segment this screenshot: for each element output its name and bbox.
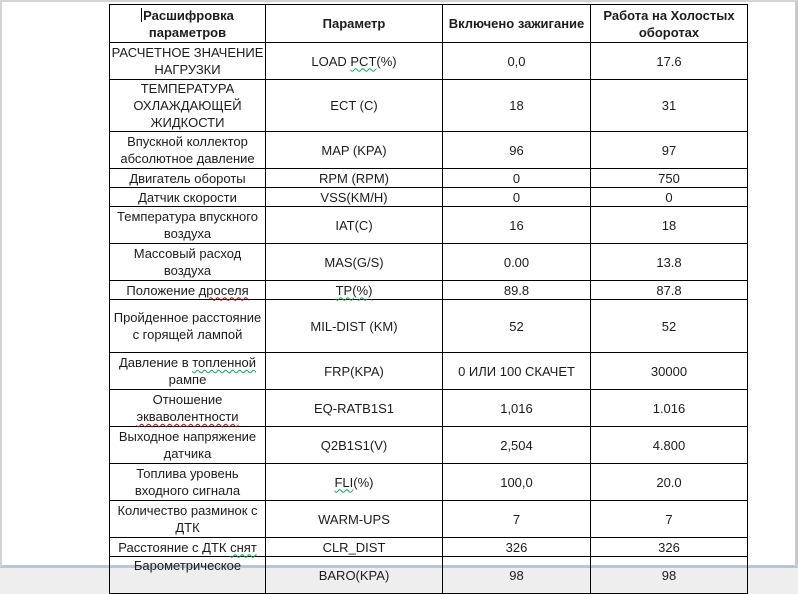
idle-value-cell[interactable] [591,132,748,169]
cell-text: MAS(G/S) [324,254,384,270]
param-code-cell[interactable] [266,281,443,300]
cell-text: 4.800 [652,437,686,453]
cell-text: 750 [658,170,680,186]
cell-text: Расстояние с ДТК [118,539,231,555]
cell-text: рампе [168,372,207,387]
param-code-cell[interactable] [266,557,443,594]
cell-text: 100,0 [500,474,533,490]
ignition-on-value-cell[interactable] [443,557,591,594]
header-param-description[interactable] [110,5,266,43]
ignition-on-value-cell[interactable] [443,464,591,501]
table-row [110,244,748,281]
param-code-cell[interactable] [266,390,443,427]
cell-text: (%) [376,53,397,69]
param-code-cell[interactable] [266,427,443,464]
idle-value-cell[interactable] [591,501,748,538]
cell-text: CLR_DIST [322,539,386,555]
cell-text: топленной [192,355,256,370]
table-row [110,464,748,501]
cell-text: Q2B1S1(V) [320,437,388,453]
param-description-cell[interactable] [110,464,266,501]
idle-value-cell[interactable] [591,538,748,557]
ignition-on-value-cell[interactable] [443,353,591,390]
cell-text: РАСЧЕТНОЕ ЗНАЧЕНИЕ НАГРУЗКИ [111,45,264,77]
header-param-code[interactable] [266,5,443,43]
ignition-on-value-cell[interactable] [443,538,591,557]
cell-text: MIL-DIST (KM) [310,318,398,334]
param-description-cell[interactable] [110,169,266,188]
param-code-cell[interactable] [266,353,443,390]
cell-text: Топлива уровень входного сигнала [134,466,241,498]
idle-value-cell[interactable] [591,353,748,390]
param-code-cell[interactable] [266,169,443,188]
cell-text: 0 [665,189,673,205]
ignition-on-value-cell[interactable] [443,188,591,207]
param-description-cell[interactable] [110,207,266,244]
param-description-cell[interactable] [110,132,266,169]
table-row [110,132,748,169]
cell-text: 2,504 [500,437,533,453]
cell-text: Массовый расход воздуха [133,246,242,278]
ignition-on-value-cell[interactable] [443,169,591,188]
cell-text: 326 [505,539,528,555]
text-caret [141,8,142,22]
cell-text: 31 [661,98,677,113]
cell-text: RPM (RPM) [318,170,390,186]
header-idle[interactable] [591,5,748,43]
table-row [110,281,748,300]
cell-text: 98 [509,567,524,583]
cell-text: ECT (C) [330,98,378,113]
param-description-cell[interactable] [110,538,266,557]
cell-text: 1,016 [500,400,533,416]
idle-value-cell[interactable] [591,43,748,80]
cell-text: IAT(C) [335,217,373,233]
cell-text: FRP(KPA) [324,363,384,379]
cell-text: 52 [509,318,524,334]
cell-text: 7 [512,511,521,527]
table-header-row [110,5,748,43]
cell-text: дроселя [198,282,249,298]
cell-text: Впускной коллектор абсолютное давление [120,134,255,166]
ignition-on-value-cell[interactable] [443,300,591,353]
param-code-cell[interactable] [266,501,443,538]
param-description-cell[interactable] [110,188,266,207]
idle-value-cell[interactable] [591,281,748,300]
cell-text: (%) [353,474,374,490]
cell-text: 13.8 [656,254,682,270]
ignition-on-value-cell[interactable] [443,132,591,169]
cell-text: 96 [509,142,524,158]
param-code-cell[interactable] [266,300,443,353]
cell-text: VSS(KM/H) [320,189,388,205]
cell-text: 1.016 [652,400,686,416]
param-description-cell[interactable] [110,557,266,594]
table-row [110,390,748,427]
param-description-cell[interactable] [110,43,266,80]
table-row [110,188,748,207]
idle-value-cell[interactable] [591,80,748,132]
cell-text: LOAD [311,53,351,69]
cell-text: 0.00 [503,254,530,270]
idle-value-cell[interactable] [591,207,748,244]
idle-value-cell[interactable] [591,188,748,207]
table-row [110,557,748,594]
table-row [110,169,748,188]
table-row [110,300,748,353]
cell-text: EQ-RATB1S1 [314,400,394,416]
cell-text: 0,0 [507,53,526,69]
table-row [110,501,748,538]
idle-value-cell[interactable] [591,390,748,427]
param-code-cell[interactable] [266,80,443,132]
cell-text: экваволентности [136,409,239,424]
cell-text: 0 [512,189,521,205]
cell-text: Пройденное расстояние с горящей лампой [113,310,262,342]
cell-text: 18 [509,98,524,113]
header-text: Параметр [322,16,386,31]
ignition-on-value-cell[interactable] [443,501,591,538]
cell-text: Датчик скорости [138,189,237,205]
table-row [110,353,748,390]
param-description-cell[interactable] [110,353,266,390]
ignition-on-value-cell[interactable] [443,427,591,464]
param-description-cell[interactable] [110,501,266,538]
param-code-cell[interactable] [266,464,443,501]
param-description-cell[interactable] [110,300,266,353]
cell-text: 16 [509,217,524,233]
cell-text: Давление в [118,355,193,370]
cell-text: Двигатель обороты [129,170,246,186]
cell-text: Температура впускного воздуха [117,209,258,241]
cell-text: Положение [126,282,199,298]
param-description-cell[interactable] [110,80,266,132]
header-text: Включено зажигание [448,16,585,31]
cell-text: 17.6 [656,53,682,69]
parameters-table [109,4,748,594]
cell-text: Количество разминок с ДТК [117,503,258,535]
cell-text: 30000 [650,363,688,379]
cell-text: 89.8 [503,282,530,298]
cell-text: Барометрическое [133,558,242,573]
table-row [110,427,748,464]
cell-text: WARM-UPS [318,511,390,527]
cell-text: TP(%) [335,282,373,298]
cell-text: Отношение [152,392,223,407]
idle-value-cell[interactable] [591,464,748,501]
cell-text: 18 [661,217,677,233]
table-row [110,80,748,132]
idle-value-cell[interactable] [591,557,748,594]
param-description-cell[interactable] [110,244,266,281]
cell-text: Выходное напряжение датчика [118,429,257,461]
cell-text: MAP (KPA) [321,142,387,158]
cell-text: PCT [350,53,377,69]
header-text: Расшифровка параметров [143,7,234,40]
ignition-on-value-cell[interactable] [443,43,591,80]
ignition-on-value-cell[interactable] [443,244,591,281]
param-code-cell[interactable] [266,132,443,169]
table-row [110,538,748,557]
idle-value-cell[interactable] [591,169,748,188]
table-row [110,43,748,80]
param-code-cell[interactable] [266,207,443,244]
cell-text: 0 [512,170,521,186]
header-text: Работа на Холостых оборотах [603,7,735,40]
cell-text: 97 [661,142,677,158]
cell-text: ТЕМПЕРАТУРА ОХЛАЖДАЮЩЕЙ ЖИДКОСТИ [133,81,242,130]
cell-text: 20.0 [656,474,682,490]
cell-text: BARO(KPA) [318,567,390,583]
param-code-cell[interactable] [266,188,443,207]
cell-text: 0 ИЛИ 100 СКАЧЕТ [458,363,575,379]
cell-text: 98 [661,567,677,583]
cell-text: 7 [665,511,673,527]
table-row [110,207,748,244]
ignition-on-value-cell[interactable] [443,281,591,300]
param-description-cell[interactable] [110,390,266,427]
header-ignition-on[interactable] [443,5,591,43]
ignition-on-value-cell[interactable] [443,390,591,427]
param-description-cell[interactable] [110,281,266,300]
idle-value-cell[interactable] [591,427,748,464]
param-description-cell[interactable] [110,427,266,464]
ignition-on-value-cell[interactable] [443,80,591,132]
param-code-cell[interactable] [266,244,443,281]
param-code-cell[interactable] [266,43,443,80]
cell-text: FLI [334,474,354,490]
idle-value-cell[interactable] [591,244,748,281]
cell-text: 52 [661,318,677,334]
cell-text: 87.8 [656,282,682,298]
idle-value-cell[interactable] [591,300,748,353]
param-code-cell[interactable] [266,538,443,557]
cell-text: 326 [658,539,680,555]
cell-text: снят [230,539,257,555]
ignition-on-value-cell[interactable] [443,207,591,244]
